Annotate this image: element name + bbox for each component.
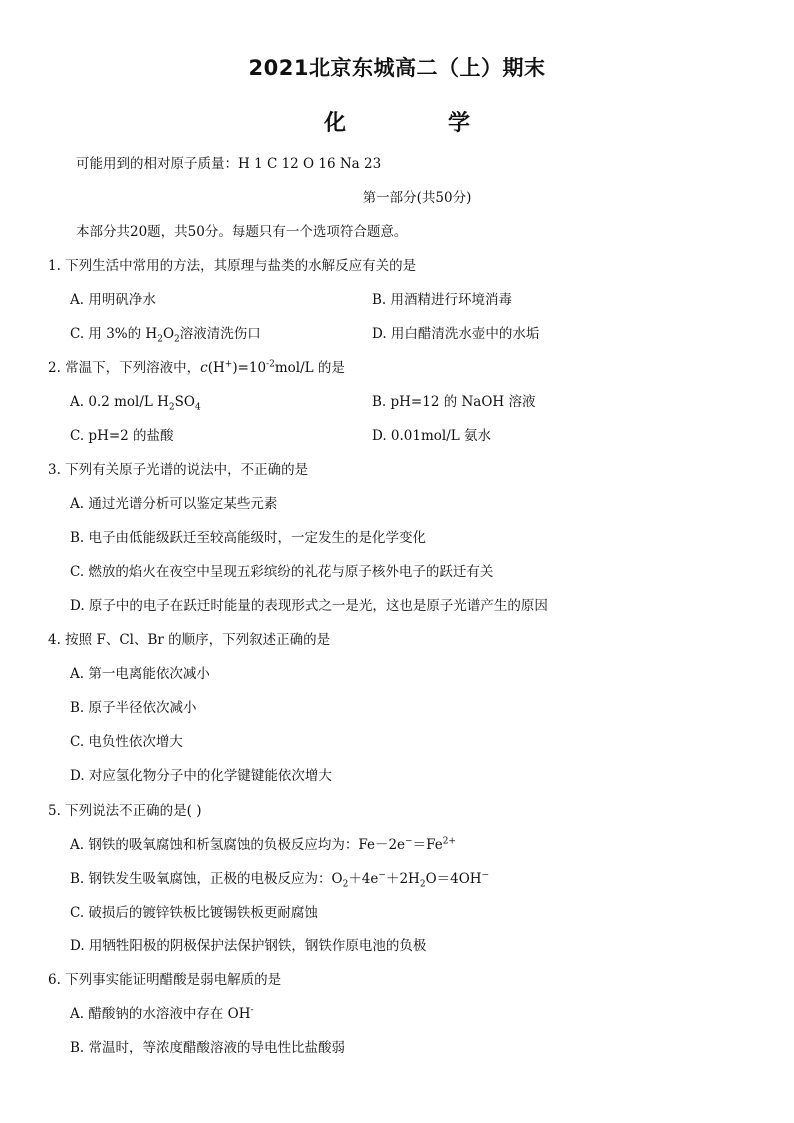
question-5-stem: 5. 下列说法不正确的是( ) xyxy=(48,803,202,819)
option-c-text-3: 溶液清洗伤口 xyxy=(179,326,261,342)
superscript: - xyxy=(250,1005,254,1016)
atomic-masses-note: 可能用到的相对原子质量：H 1 C 12 O 16 Na 23 xyxy=(76,156,382,172)
question-1-stem: 1. 下列生活中常用的方法，其原理与盐类的水解反应有关的是 xyxy=(48,258,417,274)
question-1-option-a: A. 用明矾净水 xyxy=(70,292,156,308)
question-4-option-b: B. 原子半径依次减小 xyxy=(70,700,197,716)
option-c-text-2: O xyxy=(162,326,175,342)
subscript: 4 xyxy=(194,402,201,413)
option-b-text-1: B. 钢铁发生吸氧腐蚀，正极的电极反应为：O xyxy=(70,871,343,887)
question-2-option-d: D. 0.01mol/L 氨水 xyxy=(372,428,492,444)
part-title: 第一部分(共50分) xyxy=(362,190,472,206)
question-2-option-a xyxy=(70,393,201,411)
stem-text-4: mol/L 的是 xyxy=(274,360,345,376)
option-a-text-2: SO xyxy=(174,394,195,410)
question-6-stem: 6. 下列事实能证明醋酸是弱电解质的是 xyxy=(48,972,282,988)
option-b-text-3: ＋2H xyxy=(385,871,420,887)
question-3-option-c: C. 燃放的焰火在夜空中呈现五彩缤纷的礼花与原子核外电子的跃迁有关 xyxy=(70,564,494,580)
subscript: 2 xyxy=(168,402,175,413)
subject-title: 化 学 xyxy=(323,111,510,136)
subscript: 2 xyxy=(174,334,180,345)
page-title: 2021北京东城高二（上）期末 xyxy=(248,56,546,80)
superscript: + xyxy=(224,359,233,370)
question-4-option-d: D. 对应氢化物分子中的化学键键能依次增大 xyxy=(70,768,332,784)
question-5-option-b xyxy=(70,870,489,888)
question-1-option-d: D. 用白醋清洗水壶中的水垢 xyxy=(372,326,540,342)
option-b-text-4: O＝4OH xyxy=(425,871,482,887)
question-1-option-c xyxy=(70,325,261,343)
option-a-text-1: A. 钢铁的吸氧腐蚀和析氢腐蚀的负极反应均为：Fe－2e xyxy=(70,837,406,853)
question-3-option-a: A. 通过光谱分析可以鉴定某些元素 xyxy=(70,496,278,512)
question-5-option-d: D. 用牺牲阳极的阴极保护法保护钢铁，钢铁作原电池的负极 xyxy=(70,938,427,954)
question-4-stem: 4. 按照 F、Cl、Br 的顺序，下列叙述正确的是 xyxy=(48,632,331,648)
question-2-option-c: C. pH=2 的盐酸 xyxy=(70,428,174,444)
question-1-option-b: B. 用酒精进行环境消毒 xyxy=(372,292,513,308)
subscript: 2 xyxy=(157,334,163,345)
superscript: − xyxy=(405,836,413,847)
option-a-text-2: ＝Fe xyxy=(412,837,443,853)
option-a-text: A. 醋酸钠的水溶液中存在 OH xyxy=(70,1006,251,1022)
question-5-option-a xyxy=(70,836,456,854)
stem-text-2: (H xyxy=(207,360,225,376)
question-4-option-c: C. 电负性依次增大 xyxy=(70,734,183,750)
subscript: 2 xyxy=(419,879,426,890)
superscript: -2 xyxy=(266,359,275,370)
option-c-text-1: C. 用 3%的 H xyxy=(70,326,158,342)
question-2-stem xyxy=(48,359,345,377)
question-6-option-b: B. 常温时，等浓度醋酸溶液的导电性比盐酸弱 xyxy=(70,1040,346,1056)
option-a-text-1: A. 0.2 mol/L H xyxy=(70,394,169,410)
option-b-text-2: ＋4e xyxy=(348,871,379,887)
question-3-option-d: D. 原子中的电子在跃迁时能量的表现形式之一是光，这也是原子光谱产生的原因 xyxy=(70,598,548,614)
stem-text-3: )=10 xyxy=(232,360,267,376)
superscript: − xyxy=(378,870,386,881)
question-3-option-b: B. 电子由低能级跃迁至较高能级时，一定发生的是化学变化 xyxy=(70,530,427,546)
question-3-stem: 3. 下列有关原子光谱的说法中，不正确的是 xyxy=(48,462,309,478)
stem-variable-c: c xyxy=(200,360,208,376)
stem-text-1: 2. 常温下，下列溶液中， xyxy=(48,360,201,376)
superscript: − xyxy=(481,870,490,881)
question-5-option-c: C. 破损后的镀锌铁板比镀锡铁板更耐腐蚀 xyxy=(70,905,318,921)
superscript: 2+ xyxy=(442,836,456,847)
question-4-option-a: A. 第一电离能依次减小 xyxy=(70,666,210,682)
question-2-option-b: B. pH=12 的 NaOH 溶液 xyxy=(372,394,536,410)
instructions: 本部分共20题，共50分。每题只有一个选项符合题意。 xyxy=(76,224,408,240)
subscript: 2 xyxy=(342,879,349,890)
question-6-option-a xyxy=(70,1005,254,1023)
